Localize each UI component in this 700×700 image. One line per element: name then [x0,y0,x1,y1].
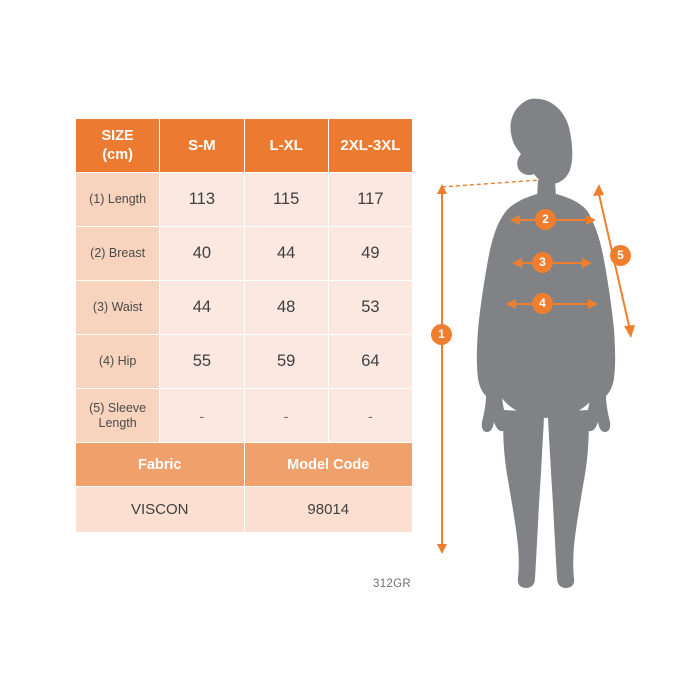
cell-breast-lxl: 44 [244,227,328,281]
cell-waist-sm: 44 [160,281,244,335]
table-footer-value-row [76,487,413,533]
cell-sleeve-sm: - [160,389,244,443]
cell-hip-2xl3xl: 64 [328,335,412,389]
cell-waist-lxl: 48 [244,281,328,335]
measure-badge-5: 5 [610,245,631,266]
cell-length-sm: 113 [160,173,244,227]
table-header-row [76,119,413,173]
footer-value-fabric: VISCON [76,487,245,533]
size-header-line1: SIZE [101,128,134,145]
size-chart-table [75,118,413,533]
table-row [76,173,413,227]
table-row [76,335,413,389]
measure-badge-3: 3 [532,252,553,273]
cell-hip-lxl: 59 [244,335,328,389]
cell-sleeve-2xl3xl: - [328,389,412,443]
table-header-col-1: S-M [160,119,244,173]
footer-header-fabric: Fabric [76,443,245,487]
cell-length-2xl3xl: 117 [328,173,412,227]
row-label-sleeve-length: (5) Sleeve Length [76,389,160,443]
cell-length-lxl: 115 [244,173,328,227]
table-row [76,227,413,281]
row-label-waist: (3) Waist [76,281,160,335]
footer-value-model-code: 98014 [244,487,413,533]
table-row [76,389,413,443]
product-code-label: 312GR [373,578,411,590]
female-body-silhouette-icon [420,80,690,600]
table-footer-header-row [76,443,413,487]
table-header-size [76,119,160,173]
cell-hip-sm: 55 [160,335,244,389]
cell-breast-2xl3xl: 49 [328,227,412,281]
measurement-figure-panel [420,80,690,600]
table-row [76,281,413,335]
measure-badge-4: 4 [532,293,553,314]
cell-waist-2xl3xl: 53 [328,281,412,335]
cell-sleeve-lxl: - [244,389,328,443]
table-header-col-2: L-XL [244,119,328,173]
table-header-col-3: 2XL-3XL [328,119,412,173]
row-label-breast: (2) Breast [76,227,160,281]
row-label-hip: (4) Hip [76,335,160,389]
cell-breast-sm: 40 [160,227,244,281]
footer-header-model-code: Model Code [244,443,413,487]
row-label-length: (1) Length [76,173,160,227]
measure-badge-2: 2 [535,209,556,230]
size-header-line2: (cm) [102,146,133,163]
measure-badge-1: 1 [431,324,452,345]
